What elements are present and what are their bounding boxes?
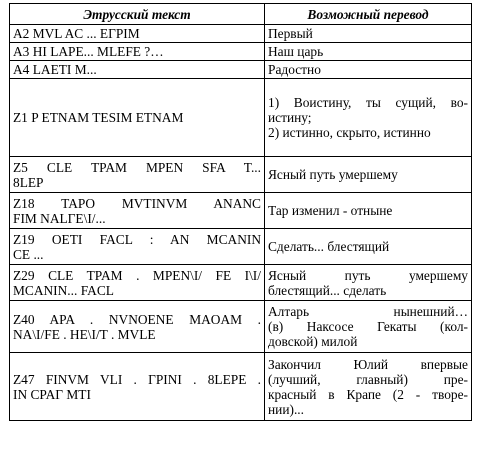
translation-cell xyxy=(265,43,472,61)
table-row xyxy=(10,193,472,229)
translation-line: 2) истинно, скрыто, истинно xyxy=(268,125,431,140)
etruscan-cell xyxy=(10,193,265,229)
etruscan-line: CE ... xyxy=(13,246,44,262)
etruscan-cell xyxy=(10,25,265,43)
table-row xyxy=(10,265,472,301)
table-row xyxy=(10,25,472,43)
translation-cell xyxy=(265,353,472,421)
etruscan-line: Z1 P ETNAM TESIM ETNAM xyxy=(13,110,184,125)
translation-line: Наш царь xyxy=(268,44,324,59)
table-row xyxy=(10,301,472,353)
translation-line: довской) милой xyxy=(268,334,358,349)
etruscan-line: Z18 TAPO MVTINVM ANANC xyxy=(13,195,261,211)
etruscan-line: A2 MVL AC ... ЕГPIM xyxy=(13,26,140,41)
header-possible-translation: Возможный перевод xyxy=(265,4,472,25)
etruscan-line: A4 LAETI M... xyxy=(13,62,97,77)
etruscan-cell xyxy=(10,301,265,353)
etruscan-cell xyxy=(10,43,265,61)
translation-cell xyxy=(265,301,472,353)
etruscan-cell xyxy=(10,353,265,421)
translation-line: Алтарь нынешний… xyxy=(268,304,468,319)
translation-line: (лучший, главный) пре- xyxy=(268,371,468,387)
etruscan-line: MCANIN... FACL xyxy=(13,282,114,298)
document-page xyxy=(9,3,472,421)
etruscan-line: IN CPAГ MTI xyxy=(13,386,91,402)
etruscan-cell xyxy=(10,61,265,79)
translation-cell xyxy=(265,61,472,79)
translation-line: Ясный путь умершему xyxy=(268,167,398,182)
table-row xyxy=(10,229,472,265)
translation-line: Ясный путь умершему xyxy=(268,267,468,283)
table-row xyxy=(10,43,472,61)
translation-cell xyxy=(265,265,472,301)
etruscan-line: Z47 FINVM VLI . ГPINI . 8LEPE . xyxy=(13,371,261,387)
table-row xyxy=(10,61,472,79)
translation-line: нии)... xyxy=(268,401,305,417)
translation-cell xyxy=(265,79,472,157)
translation-line: 1) Воистину, ты сущий, во- xyxy=(268,95,468,110)
etruscan-line: 8LEP xyxy=(13,174,44,190)
translation-line: Сделать... блестящий xyxy=(268,239,390,254)
translation-cell xyxy=(265,25,472,43)
translation-line: истину; xyxy=(268,110,312,125)
etruscan-line: Z5 CLE TPAM MPEN SFA T... xyxy=(13,159,261,175)
table-header-row xyxy=(10,4,472,25)
table-row xyxy=(10,79,472,157)
etruscan-line: Z29 CLE TPAM . MPEN\I/ FE I\I/ xyxy=(13,267,261,283)
translation-line: Тар изменил - отныне xyxy=(268,203,393,218)
translation-table xyxy=(9,3,472,421)
translation-cell xyxy=(265,157,472,193)
header-etruscan-text: Этрусский текст xyxy=(10,4,265,25)
translation-line: красный в Крапе (2 - твоpе- xyxy=(268,386,468,402)
translation-cell xyxy=(265,193,472,229)
etruscan-cell xyxy=(10,265,265,301)
translation-line: Закончил Юлий впервые xyxy=(268,356,468,372)
table-row xyxy=(10,353,472,421)
etruscan-line: A3 HI LAPE... MLEFE ?… xyxy=(13,44,164,59)
etruscan-cell xyxy=(10,157,265,193)
translation-line: Первый xyxy=(268,26,313,41)
etruscan-line: Z19 OETI FACL : AN MCANIN xyxy=(13,231,261,247)
translation-line: Радостно xyxy=(268,62,321,77)
etruscan-line: FIM NALГE\I/... xyxy=(13,210,106,226)
etruscan-cell xyxy=(10,229,265,265)
table-row xyxy=(10,157,472,193)
etruscan-line: NA\I/FE . HE\I/T . MVLE xyxy=(13,326,156,342)
translation-cell xyxy=(265,229,472,265)
etruscan-cell xyxy=(10,79,265,157)
etruscan-line: Z40 APA . NVNOENE MAOAM . xyxy=(13,311,261,327)
translation-line: (в) Наксосе Гекаты (кол- xyxy=(268,319,468,334)
translation-line: блестящий... сделать xyxy=(268,282,387,298)
